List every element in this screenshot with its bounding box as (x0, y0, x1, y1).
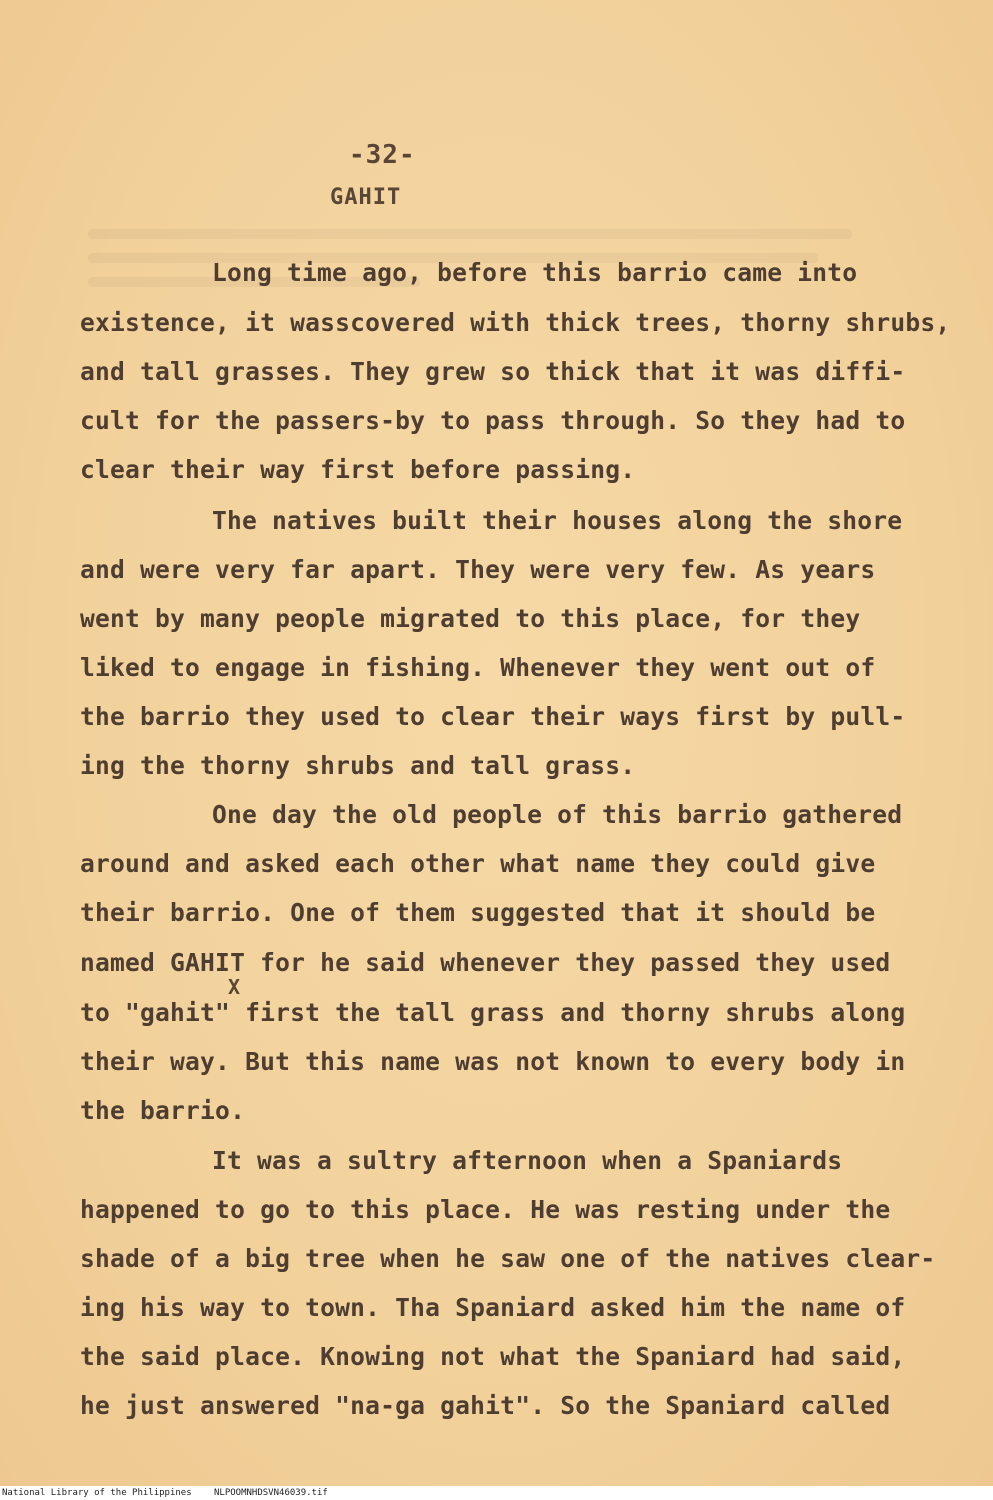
body-line: their way. But this name was not known to every body in (80, 1047, 906, 1076)
body-line: The natives built their houses along the shore (212, 506, 903, 535)
body-line: the said place. Knowing not what the Spaniard had said, (80, 1342, 906, 1371)
body-line: One day the old people of this barrio gathered (212, 800, 903, 829)
body-line: named GAHIT for he said whenever they passed they used (80, 948, 891, 977)
page-number: -32- (349, 140, 416, 170)
body-line: the barrio they used to clear their ways first by pull- (80, 702, 906, 731)
body-line: ing his way to town. Tha Spaniard asked him the name of (80, 1293, 906, 1322)
footer-filename: NLPOOMNHDSVN46039.tif (214, 1488, 328, 1498)
body-line: happened to go to this place. He was resting under the (80, 1195, 891, 1224)
body-line: around and asked each other what name they could give (80, 849, 876, 878)
body-line: existence, it wasscovered with thick trees, thorny shrubs, (80, 308, 951, 337)
body-line: clear their way first before passing. (80, 455, 636, 484)
body-line: and were very far apart. They were very few. As years (80, 555, 876, 584)
body-line: shade of a big tree when he saw one of the natives clear- (80, 1244, 936, 1273)
footer-library: National Library of the Philippines (2, 1488, 192, 1498)
body-line: cult for the passers-by to pass through. So they had to (80, 406, 906, 435)
body-line: to "gahit" first the tall grass and thorny shrubs along (80, 998, 906, 1027)
body-line: It was a sultry afternoon when a Spaniards (212, 1146, 843, 1175)
scan-footer (0, 1486, 993, 1500)
body-line: Long time ago, before this barrio came into (212, 258, 858, 287)
body-line: he just answered "na-ga gahit". So the Spaniard called (80, 1391, 891, 1420)
body-line: their barrio. One of them suggested that it should be (80, 898, 876, 927)
body-line: the barrio. (80, 1096, 246, 1125)
body-line: liked to engage in fishing. Whenever they went out of (80, 653, 876, 682)
page-title: GAHIT (330, 185, 402, 210)
body-line: went by many people migrated to this place, for they (80, 604, 861, 633)
body-line: and tall grasses. They grew so thick that it was diffi- (80, 357, 906, 386)
handwritten-x-mark: X (228, 975, 241, 999)
body-line: ing the thorny shrubs and tall grass. (80, 751, 636, 780)
